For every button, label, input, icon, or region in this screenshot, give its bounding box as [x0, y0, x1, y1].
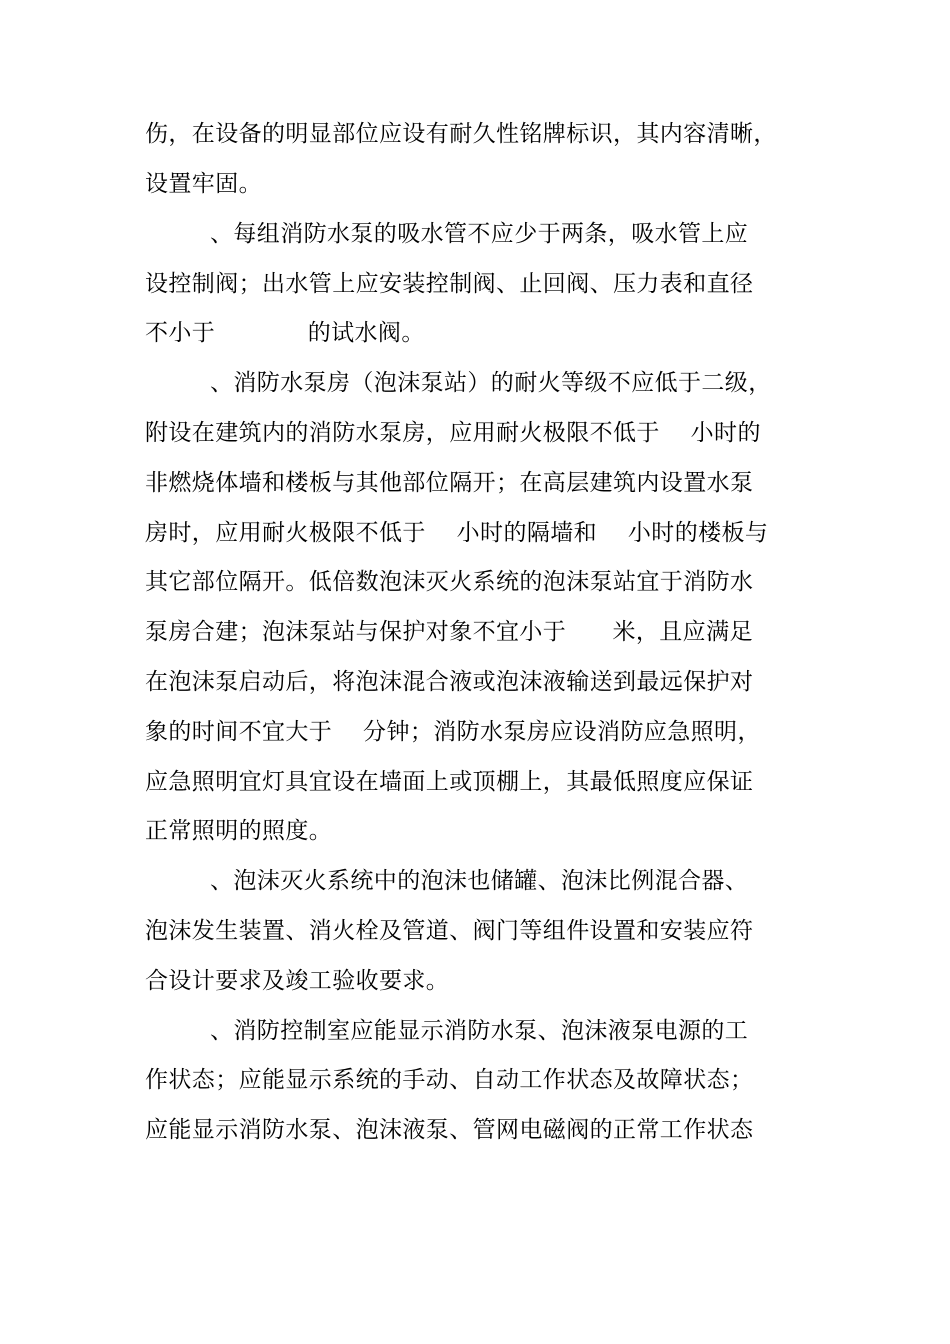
text-line-3: 、每组消防水泵的吸水管不应少于两条，吸水管上应 — [210, 221, 749, 247]
text-line-7: 附设在建筑内的消防水泵房，应用耐火极限不低于 小时的 — [145, 420, 761, 446]
text-line-4: 设控制阀；出水管上应安装控制阀、止回阀、压力表和直径 — [145, 271, 754, 297]
text-line-2: 设置牢固。 — [145, 171, 262, 197]
text-line-1: 伤，在设备的明显部位应设有耐久性铭牌标识，其内容清晰， — [145, 121, 777, 147]
text-line-6: 、消防水泵房（泡沫泵站）的耐火等级不应低于二级， — [210, 370, 772, 396]
text-line-16: 、泡沫灭火系统中的泡沫也储罐、泡沫比例混合器、 — [210, 868, 749, 894]
text-line-20: 作状态；应能显示系统的手动、自动工作状态及故障状态； — [145, 1067, 754, 1093]
text-line-21: 应能显示消防水泵、泡沫液泵、管网电磁阀的正常工作状态 — [145, 1117, 754, 1143]
text-line-18: 合设计要求及竣工验收要求。 — [145, 968, 450, 994]
text-line-13: 象的时间不宜大于 分钟；消防水泵房应设消防应急照明， — [145, 719, 761, 745]
text-line-10: 其它部位隔开。低倍数泡沫灭火系统的泡沫泵站宜于消防水 — [145, 569, 754, 595]
text-line-15: 正常照明的照度。 — [145, 818, 333, 844]
text-line-9: 房时，应用耐火极限不低于 小时的隔墙和 小时的楼板与 — [145, 520, 769, 546]
text-line-17: 泡沫发生装置、消火栓及管道、阀门等组件设置和安装应符 — [145, 918, 754, 944]
text-line-5: 不小于 的试水阀。 — [145, 320, 425, 346]
text-line-8: 非燃烧体墙和楼板与其他部位隔开；在高层建筑内设置水泵 — [145, 470, 754, 496]
text-line-14: 应急照明宜灯具宜设在墙面上或顶棚上，其最低照度应保证 — [145, 769, 754, 795]
text-line-11: 泵房合建；泡沫泵站与保护对象不宜小于 米，且应满足 — [145, 619, 753, 645]
text-line-19: 、消防控制室应能显示消防水泵、泡沫液泵电源的工 — [210, 1018, 749, 1044]
text-line-12: 在泡沫泵启动后，将泡沫混合液或泡沫液输送到最远保护对 — [145, 669, 754, 695]
